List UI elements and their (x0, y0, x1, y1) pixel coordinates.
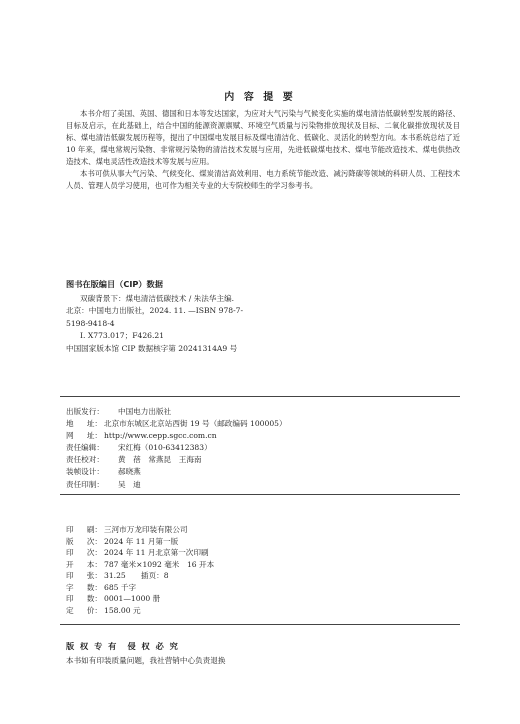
abstract-paragraph-2: 本书可供从事大气污染、气候变化、煤炭清洁高效利用、电力系统节能改造、减污降碳等领域的科研人员、工程技术人员、管理人员学习使用，也可作为相关专业的大专院校师生的学习参考书。 (66, 169, 460, 190)
print-supervisor-row (66, 479, 287, 491)
proofreader-value: 黄 蓓 常燕昆 王海南 (118, 455, 202, 465)
abstract-paragraph-1: 本书介绍了美国、英国、德国和日本等发达国家，为应对大气污染与气候变化实施的煤电清洁低碳转型发展的路径、目标及启示，在此基础上，结合中国的能源资源禀赋、环境空气质量与污染物排放现状及目标、二氧化碳排放现状及目标、煤电清洁低碳发展历程等，提出了中国煤电发展目标及煤电清洁化、低碳化、灵活化的转型方向。本书系统总结了近 10 年来，煤电常规污染物、非常规污染物的清洁技术发展与应用，先进低碳煤电技术、煤电节能改造技术、煤电供热改造技术、煤电灵活性改造技术等发展与应用。 (66, 109, 460, 166)
edition-row (66, 536, 214, 548)
format-row (66, 559, 214, 571)
website-link[interactable]: http://www.cepp.sgcc.com.cn (104, 431, 217, 441)
designer-label: 装帧设计： (66, 467, 104, 477)
printer-value: 三河市万龙印装有限公司 (104, 525, 188, 534)
cip-isbn-tail: 5198-9418-4 (66, 318, 115, 328)
editor-row (66, 442, 287, 454)
publisher-label: 出版发行： (66, 407, 104, 416)
designer-row (66, 466, 287, 478)
proofreader-label: 责任校对： (66, 455, 104, 465)
publisher-value: 中国电力出版社 (118, 407, 172, 416)
website-row (66, 430, 287, 442)
printer-row (66, 524, 214, 536)
editor-label: 责任编辑： (66, 443, 104, 453)
cip-data-block (66, 278, 460, 355)
divider-top (60, 396, 460, 397)
impression-row (66, 547, 214, 559)
cip-title-line: 双碳背景下：煤电清洁低碳技术 / 朱法华主编. (80, 293, 235, 303)
print-run-label: 印 数： (66, 594, 102, 603)
print-supervisor-value: 吴 迪 (118, 479, 141, 489)
copyright-title: 版 权 专 有 侵 权 必 究 (66, 641, 180, 651)
cip-publisher-line: 北京：中国电力出版社，2024. 11. —ISBN 978-7- (66, 306, 244, 315)
price-value: 158.00 元 (104, 605, 141, 615)
word-count-value: 685 千字 (104, 582, 137, 592)
website-label: 网 址： (66, 431, 102, 441)
address-value: 北京市东城区北京站西街 19 号（邮政编码 100005） (104, 419, 287, 429)
word-count-label: 字 数： (66, 582, 102, 592)
printing-info (66, 524, 214, 616)
edition-label: 版 次： (66, 536, 102, 546)
abstract-body (66, 108, 460, 192)
sheets-label: 印 张： (66, 571, 102, 580)
publication-info (66, 406, 287, 491)
sheets-value: 31.25 插页：8 (104, 571, 169, 580)
abstract-title: 内 容 提 要 (224, 92, 296, 103)
proofreader-row (66, 454, 287, 466)
impression-value: 2024 年 11 月北京第一次印刷 (104, 548, 209, 557)
address-label: 地 址： (66, 419, 102, 429)
cip-record-note: 中国国家版本馆 CIP 数据核字第 20241314A9 号 (66, 343, 238, 353)
cip-classification: Ⅰ. X773.017；F426.21 (80, 331, 165, 340)
divider-bottom (60, 624, 460, 625)
format-value: 787 毫米×1092 毫米 16 开本 (104, 559, 215, 569)
impression-label: 印 次： (66, 548, 102, 557)
cip-heading: 图书在版编目（CIP）数据 (66, 279, 163, 289)
edition-value: 2024 年 11 月第一版 (104, 536, 179, 546)
printer-label: 印 刷： (66, 525, 102, 534)
sheets-row (66, 570, 214, 582)
editor-value: 宋红梅（010-63412383） (118, 443, 212, 453)
format-label: 开 本： (66, 559, 102, 569)
designer-value: 郝晓燕 (118, 467, 141, 477)
address-row (66, 418, 287, 430)
print-supervisor-label: 责任印制： (66, 479, 104, 489)
divider-middle (60, 494, 460, 495)
price-label: 定 价： (66, 605, 102, 615)
publisher-row (66, 406, 287, 418)
print-run-row (66, 593, 214, 605)
print-run-value: 0001—1000 册 (104, 594, 161, 603)
price-row (66, 605, 214, 617)
word-count-row (66, 582, 214, 594)
copyright-note: 本书如有印装质量问题，我社营销中心负责退换 (66, 656, 226, 665)
